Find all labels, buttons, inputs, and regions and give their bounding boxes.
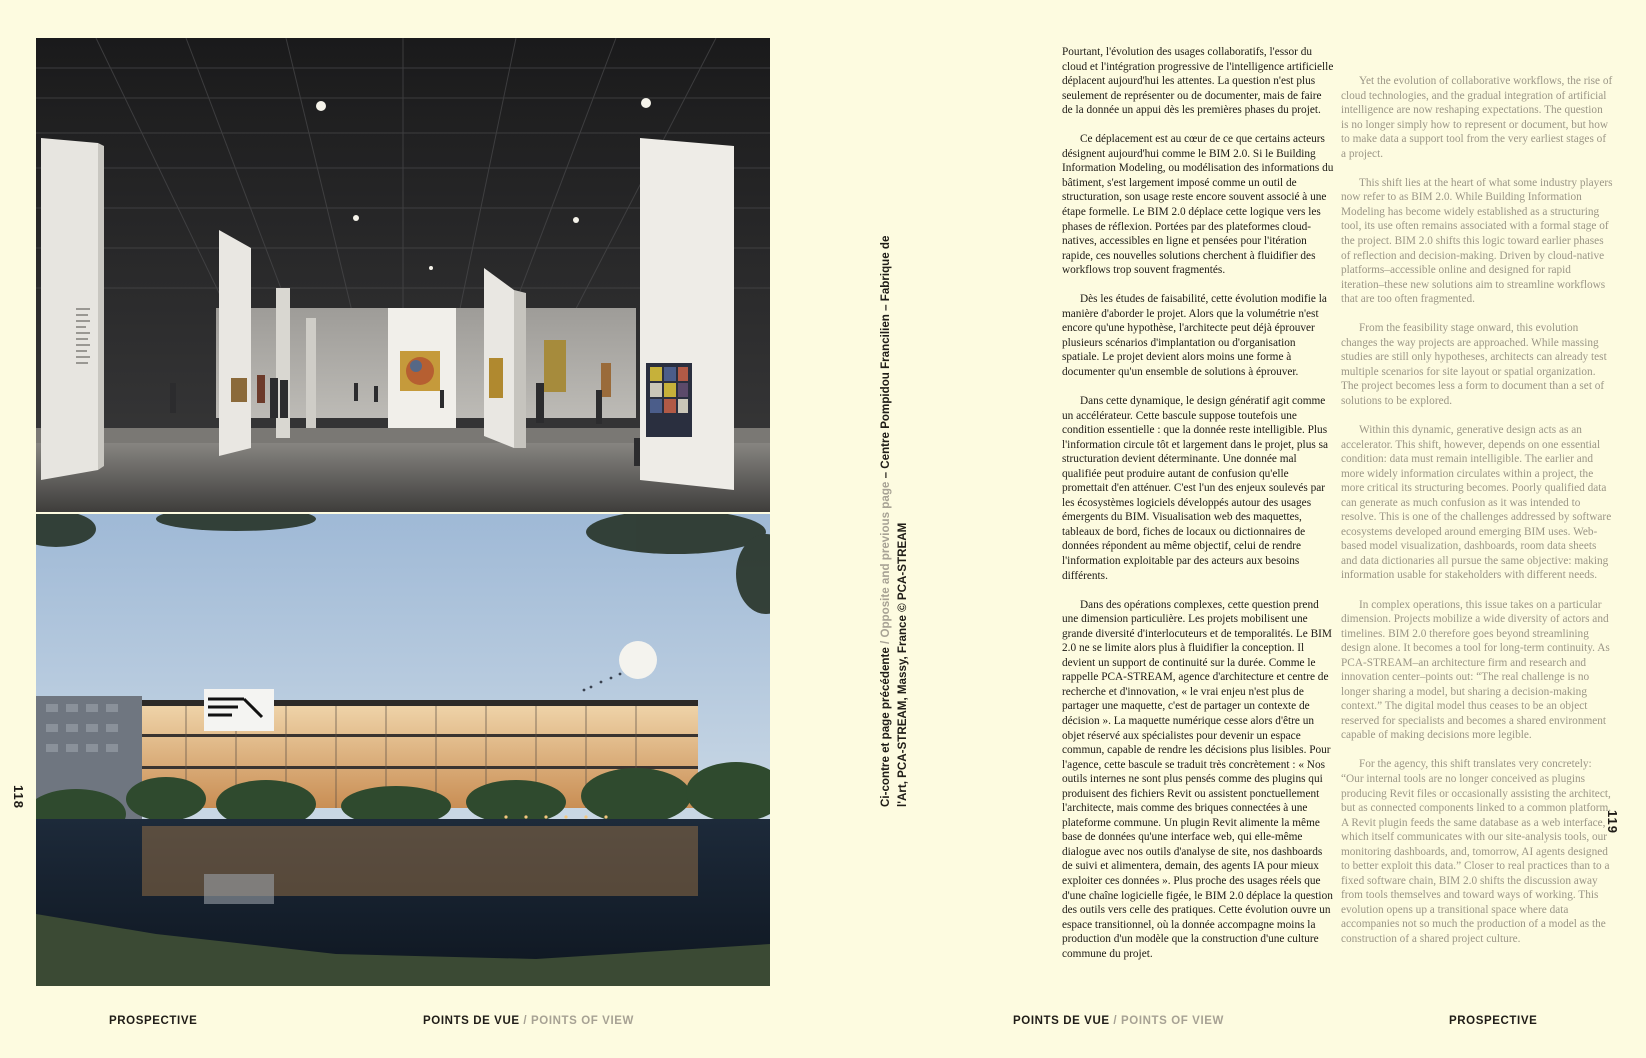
museum-exterior-illustration (36, 514, 770, 986)
en-paragraph: From the feasibility stage onward, this evolution changes the way projects are approached. While massing studies are still only hypotheses, architects can already test multiple scenarios for site layout or spatial organization. The project becomes less a form to document than a set of solutions to be explored. (1341, 322, 1607, 407)
caption-body: Centre Pompidou Francilien – Fabrique de l'Art, PCA-STREAM, Massy, France © PCA-STREAM (879, 235, 909, 807)
caption-separator: / (879, 637, 892, 648)
caption-dash: – (879, 468, 892, 482)
fr-paragraph: Pourtant, l'évolution des usages collaboratifs, l'essor du cloud et l'intégration progressive de l'intelligence artificielle déplacent aujourd'hui les attentes. La question n'est plus seulement de représenter ou de documenter, mais de faire de la donnée un appui dès les premières phases du projet. (1062, 46, 1334, 117)
footer-left-section-en: / POINTS OF VIEW (523, 1015, 634, 1027)
en-paragraph: Within this dynamic, generative design acts as an accelerator. This shift, however, depends on one essential condition: data must remain intelligible. The earlier and more widely information circulates within a project, the more critical its structuring becomes. Poorly qualified data can generate as much confusion as it was intended to resolve. This is one of the challenges addressed by software ecosystems developed around emerging BIM uses. Web-based model visualization, dashboards, room data sheets and data dictionaries all pursue the same objective: making information usable for stakeholders with different needs. (1341, 423, 1612, 582)
fr-paragraph: Ce déplacement est au cœur de ce que certains acteurs désignent aujourd'hui comme le BIM 2.0. Si le Building Information Modeling, ou modélisation des informations du bâtiment, s'est largement imposé comme un outil de structuration, son usage reste encore souvent associé à une étape formelle. Le BIM 2.0 déplace cette logique vers les phases de réflexion. Portées par des plateformes cloud-natives, accessibles en ligne et pensées pour l'itération rapide, ces nouvelles solutions cherchent à fluidifier des workflows trop souvent fragmentés. (1062, 133, 1334, 277)
footer-right-section-fr: POINTS DE VUE (1013, 1015, 1110, 1027)
gallery-interior-photo (36, 38, 770, 512)
footer-left-section (423, 1015, 634, 1027)
photo-caption (877, 207, 911, 807)
fr-paragraph: Dès les études de faisabilité, cette évolution modifie la manière d'aborder le projet. Alors que la volumétrie n'est encore qu'une hypothèse, l'architecte peut déjà éprouver plusieurs scénarios d'implantation ou d'organisation spatiale. Le projet devient alors moins une forme à documenter qu'un ensemble de solutions à éprouver. (1062, 293, 1327, 378)
en-paragraph: Yet the evolution of collaborative workflows, the rise of cloud technologies, and the gradual integration of artificial intelligence are now reshaping expectations. The question is no longer simply how to represent or document, but how to make data a support tool from the very earliest stages of a project. (1341, 75, 1613, 160)
fr-paragraph: Dans des opérations complexes, cette question prend une dimension particulière. Les projets mobilisent une grande diversité d'interlocuteurs et de temporalités. Le BIM 2.0 ne se limite alors plus à fluidifier la conception. Il devient un support de continuité sur la durée. Comme le rappelle PCA-STREAM, agence d'architecture et centre de recherche et d'innovation, « le vrai enjeu n'est plus de partager une maquette, c'est de partager un contexte de décision ». La maquette numérique cesse alors d'être un objet réservé aux spécialistes pour devenir un espace commun, capable de rendre les décisions plus lisibles. Pour l'agence, cette bascule se traduit très concrètement : « Nos outils internes ne sont plus pensés comme des plugins qui produisent des fichiers Revit ou assistent ponctuellement l'architecte, mais comme des briques connectées à une plateforme commune. Un plugin Revit alimente la même base de données qu'une interface web, qui elle-même dialogue avec nos outils d'analyse de site, nos dashboards de suivi et alimentera, demain, des agents IA pour mieux exploiter ces données ». Plus proche des usages réels que d'une chaîne logicielle figée, le BIM 2.0 déplace la question des outils vers celle des pratiques. Cette évolution ouvre un espace transitionnel, où la donnée accompagne moins la production d'un modèle que la construction d'une culture commune du projet. (1062, 598, 1333, 960)
footer-right-title: PROSPECTIVE (1449, 1015, 1538, 1027)
museum-exterior-photo (36, 514, 770, 986)
fr-paragraph: Dans cette dynamique, le design génératif agit comme un accélérateur. Cette bascule suppose toutefois une condition essentielle : que la donnée reste intelligible. Plus l'information circule tôt et largement dans le projet, plus sa structuration devient déterminante. Une donnée mal qualifiée peut produire autant de confusion qu'elle promettait d'en atténuer. C'est l'un des enjeux soulevés par les écosystèmes logiciels développés autour des usages émergents du BIM. Visualisation web des maquettes, tableaux de bord, fiches de locaux ou dictionnaires de données répondent au même objectif, celui de rendre l'information exploitable par des acteurs aux besoins différents. (1062, 394, 1328, 582)
footer-right-section-en: / POINTS OF VIEW (1113, 1015, 1224, 1027)
footer-left-title: PROSPECTIVE (109, 1015, 198, 1027)
caption-label-fr: Ci-contre et page précédente (879, 647, 892, 807)
caption-label-en: Opposite and previous page (879, 481, 892, 638)
footer-left-section-fr: POINTS DE VUE (423, 1015, 520, 1027)
gallery-interior-illustration (36, 38, 770, 512)
page-number-left: 118 (11, 785, 26, 809)
en-paragraph: For the agency, this shift translates very concretely: “Our internal tools are no longer conceived as plugins producing Revit files or occasionally assisting the architect, but as connected components linked to a common platform. A Revit plugin feeds the same database as a web interface, which itself communicates with our site-analysis tools, our monitoring dashboards, and, tomorrow, AI agents designed to better exploit this data.” Closer to real practices than to a fixed software chain, BIM 2.0 shifts the discussion away from tools themselves and toward ways of working. This evolution opens up a transitional space where data accompanies not so much the production of a model as the construction of a shared project culture. (1341, 758, 1612, 946)
french-text-column (1062, 45, 1334, 961)
english-text-column (1341, 74, 1613, 947)
en-paragraph: This shift lies at the heart of what some industry players now refer to as BIM 2.0. While Building Information Modeling has become widely established as a structuring tool, its use often remains associated with a formal stage of the project. BIM 2.0 shifts this logic toward earlier phases of reflection and decision-making. Driven by cloud-native platforms–accessible online and designed for rapid iteration–these new solutions aim to streamline workflows that are too often fragmented. (1341, 176, 1613, 306)
footer-right-section (1013, 1015, 1224, 1027)
page-number-right: 119 (1605, 810, 1620, 834)
en-paragraph: In complex operations, this issue takes on a particular dimension. Projects mobilize a wide diversity of actors and timelines. BIM 2.0 therefore goes beyond streamlining design alone. It becomes a tool for long-term continuity. As PCA-STREAM–an architecture firm and research and innovation center–points out: “The real challenge is no longer sharing a model, but sharing a decision-making context.” The digital model thus ceases to be an object reserved for specialists and becomes a shared environment capable of making decisions more legible. (1341, 598, 1610, 742)
